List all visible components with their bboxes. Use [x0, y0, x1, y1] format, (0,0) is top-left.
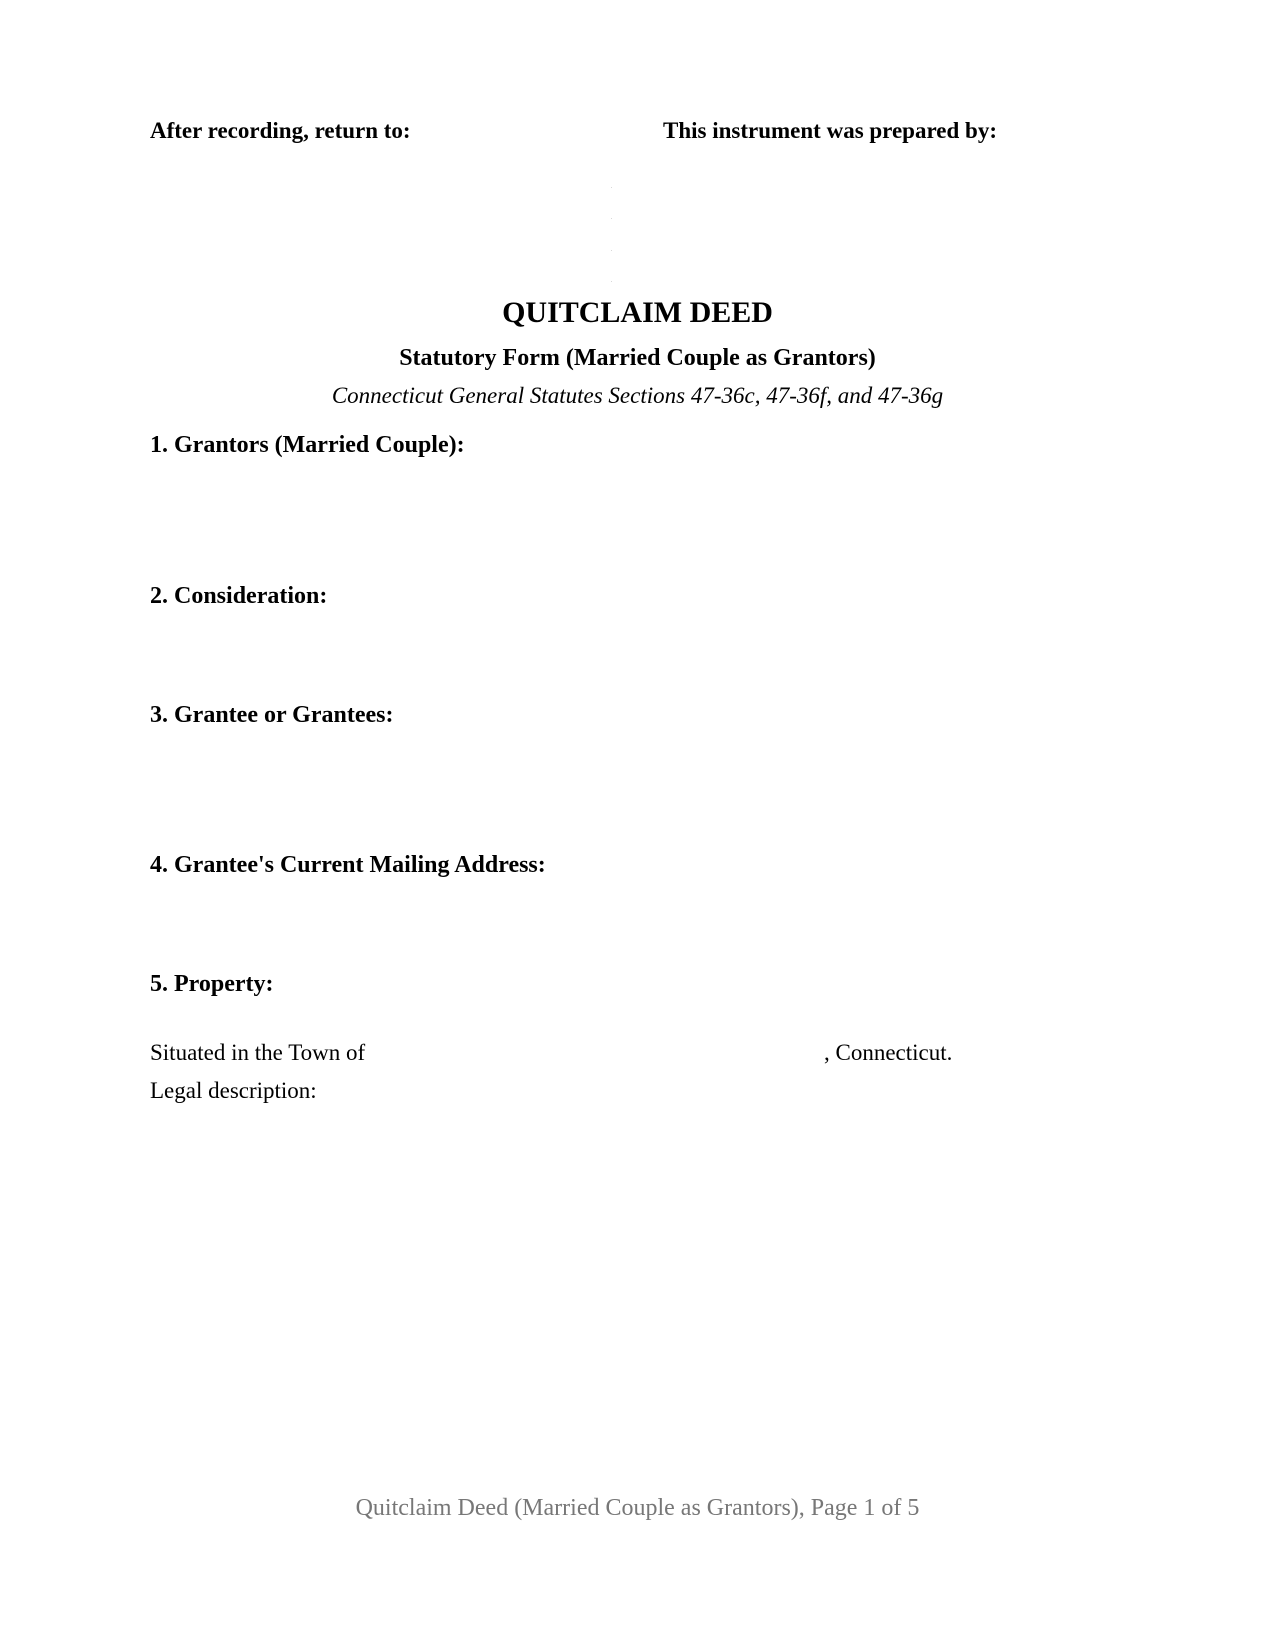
- section-grantee-address-heading: 4. Grantee's Current Mailing Address:: [150, 852, 546, 878]
- section-property-heading: 5. Property:: [150, 971, 274, 997]
- page-footer: Quitclaim Deed (Married Couple as Grantors), Page 1 of 5: [355, 1495, 920, 1521]
- return-to-label: After recording, return to:: [150, 118, 411, 143]
- faint-dot: [611, 250, 612, 251]
- connecticut-suffix-text: , Connecticut.: [824, 1040, 953, 1065]
- section-grantees-heading: 3. Grantee or Grantees:: [150, 702, 394, 728]
- prepared-by-label: This instrument was prepared by:: [663, 118, 997, 143]
- statute-citation: Connecticut General Statutes Sections 47-36c, 47-36f, and 47-36g: [331, 383, 944, 408]
- document-subtitle: Statutory Form (Married Couple as Grantors): [399, 345, 876, 371]
- section-consideration-heading: 2. Consideration:: [150, 583, 328, 609]
- legal-description-label: Legal description:: [150, 1078, 317, 1103]
- faint-dot: [611, 281, 612, 282]
- faint-dot: [611, 218, 612, 219]
- document-title: QUITCLAIM DEED: [502, 296, 773, 329]
- faint-dot: [611, 187, 612, 188]
- section-grantors-heading: 1. Grantors (Married Couple):: [150, 432, 465, 458]
- situated-in-town-text: Situated in the Town of: [150, 1040, 366, 1065]
